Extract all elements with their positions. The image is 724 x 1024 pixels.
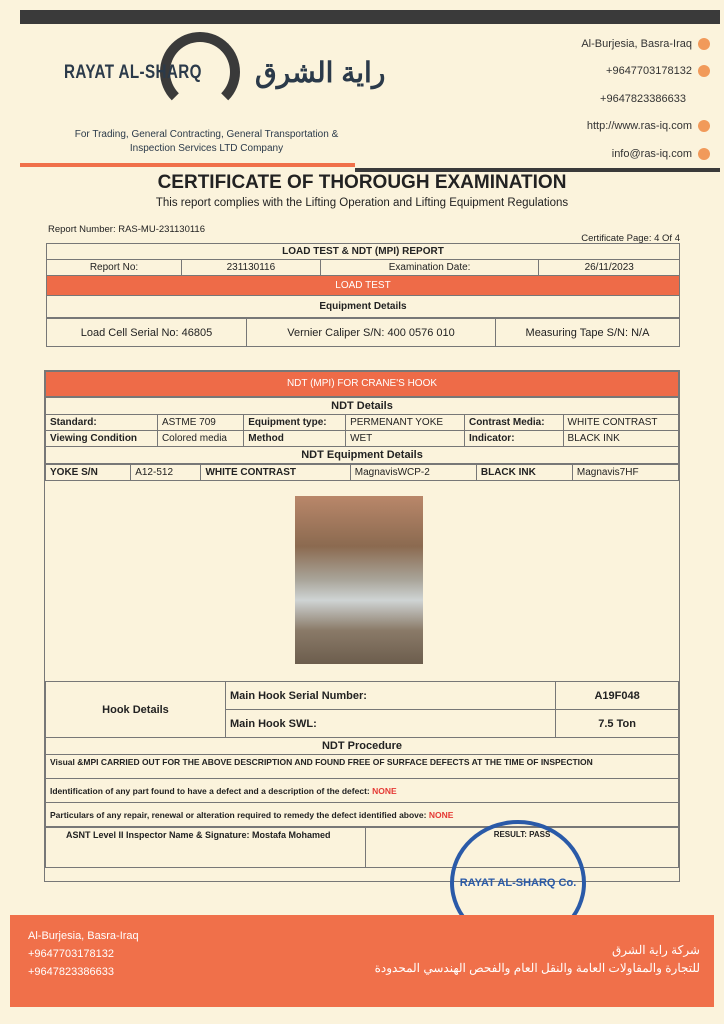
cell-text: MagnavisWCP-2 bbox=[350, 465, 476, 481]
cell-text: info@ras-iq.com bbox=[611, 148, 692, 160]
cell-text: YOKE S/N bbox=[46, 465, 131, 481]
load-test-table bbox=[46, 243, 680, 347]
cell-text: Indicator: bbox=[464, 431, 563, 447]
subtitle: This report complies with the Lifting Operation and Lifting Equipment Regulations bbox=[155, 197, 569, 209]
footer-phone2: +9647823386633 bbox=[28, 966, 114, 978]
report-heading: LOAD TEST & NDT (MPI) REPORT bbox=[47, 244, 680, 260]
divider bbox=[20, 163, 355, 167]
cell-text: BLACK INK bbox=[563, 431, 678, 447]
cell-text: Method bbox=[244, 431, 346, 447]
label: Report No: bbox=[47, 260, 182, 276]
globe-icon bbox=[698, 120, 710, 132]
cell-text: NONE bbox=[428, 809, 454, 820]
cell-text: Main Hook Serial Number: bbox=[226, 682, 556, 710]
equipment-details-heading: Equipment Details bbox=[47, 296, 680, 318]
cell-text: +9647823386633 bbox=[600, 93, 686, 105]
footer-ar-name: شركة راية الشرق bbox=[611, 943, 700, 957]
tagline: For Trading, General Contracting, General Transportation & Inspection Services LTD Company bbox=[74, 129, 339, 154]
cell-text: Viewing Condition bbox=[46, 431, 158, 447]
ndt-equipment-heading: NDT Equipment Details bbox=[46, 447, 679, 464]
cell-text: http://www.ras-iq.com bbox=[586, 120, 692, 132]
cell-text: WHITE CONTRAST bbox=[563, 415, 678, 431]
company-name-en: RAYAT AL-SHARQ bbox=[64, 62, 202, 83]
cell-text: Equipment type: bbox=[244, 415, 346, 431]
cell-text: Magnavis7HF bbox=[572, 465, 678, 481]
cell-text: WET bbox=[346, 431, 465, 447]
cell-text: Main Hook SWL: bbox=[226, 710, 556, 738]
cell-text: Al-Burjesia, Basra-Iraq bbox=[581, 38, 692, 50]
footer-address: Al-Burjesia, Basra-Iraq bbox=[28, 930, 139, 942]
cell-text: ASTME 709 bbox=[157, 415, 243, 431]
label: Examination Date: bbox=[320, 260, 539, 276]
cell-text: BLACK INK bbox=[476, 465, 572, 481]
cell-text: WHITE CONTRAST bbox=[201, 465, 350, 481]
footer-ar-desc: للتجارة والمقاولات العامة والنقل العام والفحص الهندسي المحدودة bbox=[374, 961, 700, 975]
defect-identification bbox=[46, 779, 679, 803]
hook-photo bbox=[295, 496, 423, 664]
ndt-banner: NDT (MPI) FOR CRANE'S HOOK bbox=[45, 371, 679, 397]
contact-website[interactable] bbox=[587, 120, 710, 132]
load-test-banner: LOAD TEST bbox=[47, 276, 680, 296]
footer-phone1: +9647703178132 bbox=[28, 948, 114, 960]
result: RESULT: PASS bbox=[366, 828, 679, 868]
hook-details-label: Hook Details bbox=[46, 682, 226, 738]
report-no: 231130116 bbox=[182, 260, 321, 276]
cell-text: Standard: bbox=[46, 415, 158, 431]
contact-email[interactable] bbox=[612, 148, 710, 160]
footer bbox=[10, 915, 714, 1007]
top-bar bbox=[20, 10, 720, 24]
cell-text: NONE bbox=[372, 785, 397, 796]
hook-swl: 7.5 Ton bbox=[556, 710, 679, 738]
contact-address bbox=[581, 38, 710, 50]
measuring-tape: Measuring Tape S/N: N/A bbox=[496, 319, 680, 347]
procedure-text: Visual &MPI CARRIED OUT FOR THE ABOVE DESCRIPTION AND FOUND FREE OF SURFACE DEFECTS AT THE TIME OF INSPECTION bbox=[46, 755, 679, 779]
inspector-signature: ASNT Level II Inspector Name & Signature: Mostafa Mohamed bbox=[46, 828, 366, 868]
load-cell: Load Cell Serial No: 46805 bbox=[47, 319, 247, 347]
cell-text: PERMENANT YOKE bbox=[346, 415, 465, 431]
cell-text: Colored media bbox=[157, 431, 243, 447]
cell-text: Identification of any part found to have a defect and a description of the defect: bbox=[50, 785, 373, 796]
hook-serial: A19F048 bbox=[556, 682, 679, 710]
exam-date: 26/11/2023 bbox=[539, 260, 680, 276]
mail-icon bbox=[698, 148, 710, 160]
ndt-details-heading: NDT Details bbox=[46, 398, 679, 415]
report-number: Report Number: RAS-MU-231130116 bbox=[48, 224, 205, 235]
phone-icon bbox=[698, 65, 710, 77]
procedure-heading: NDT Procedure bbox=[46, 738, 679, 755]
cell-text: Contrast Media: bbox=[464, 415, 563, 431]
cell-text: A12-512 bbox=[131, 465, 201, 481]
cell-text: Particulars of any repair, renewal or alteration required to remedy the defect identified above: bbox=[50, 809, 429, 820]
repair-particulars bbox=[46, 803, 679, 827]
cell-text: +9647703178132 bbox=[606, 65, 692, 77]
page-title: CERTIFICATE OF THOROUGH EXAMINATION bbox=[157, 172, 567, 193]
location-pin-icon bbox=[698, 38, 710, 50]
certificate-page: Certificate Page: 4 Of 4 bbox=[581, 233, 680, 244]
cell-text: RAYAT AL-SHARQ Co. bbox=[459, 877, 577, 889]
caliper: Vernier Caliper S/N: 400 0576 010 bbox=[247, 319, 496, 347]
contact-phone2 bbox=[600, 93, 686, 105]
contact-phone1 bbox=[606, 65, 710, 77]
company-name-ar: راية الشرق bbox=[255, 57, 386, 88]
